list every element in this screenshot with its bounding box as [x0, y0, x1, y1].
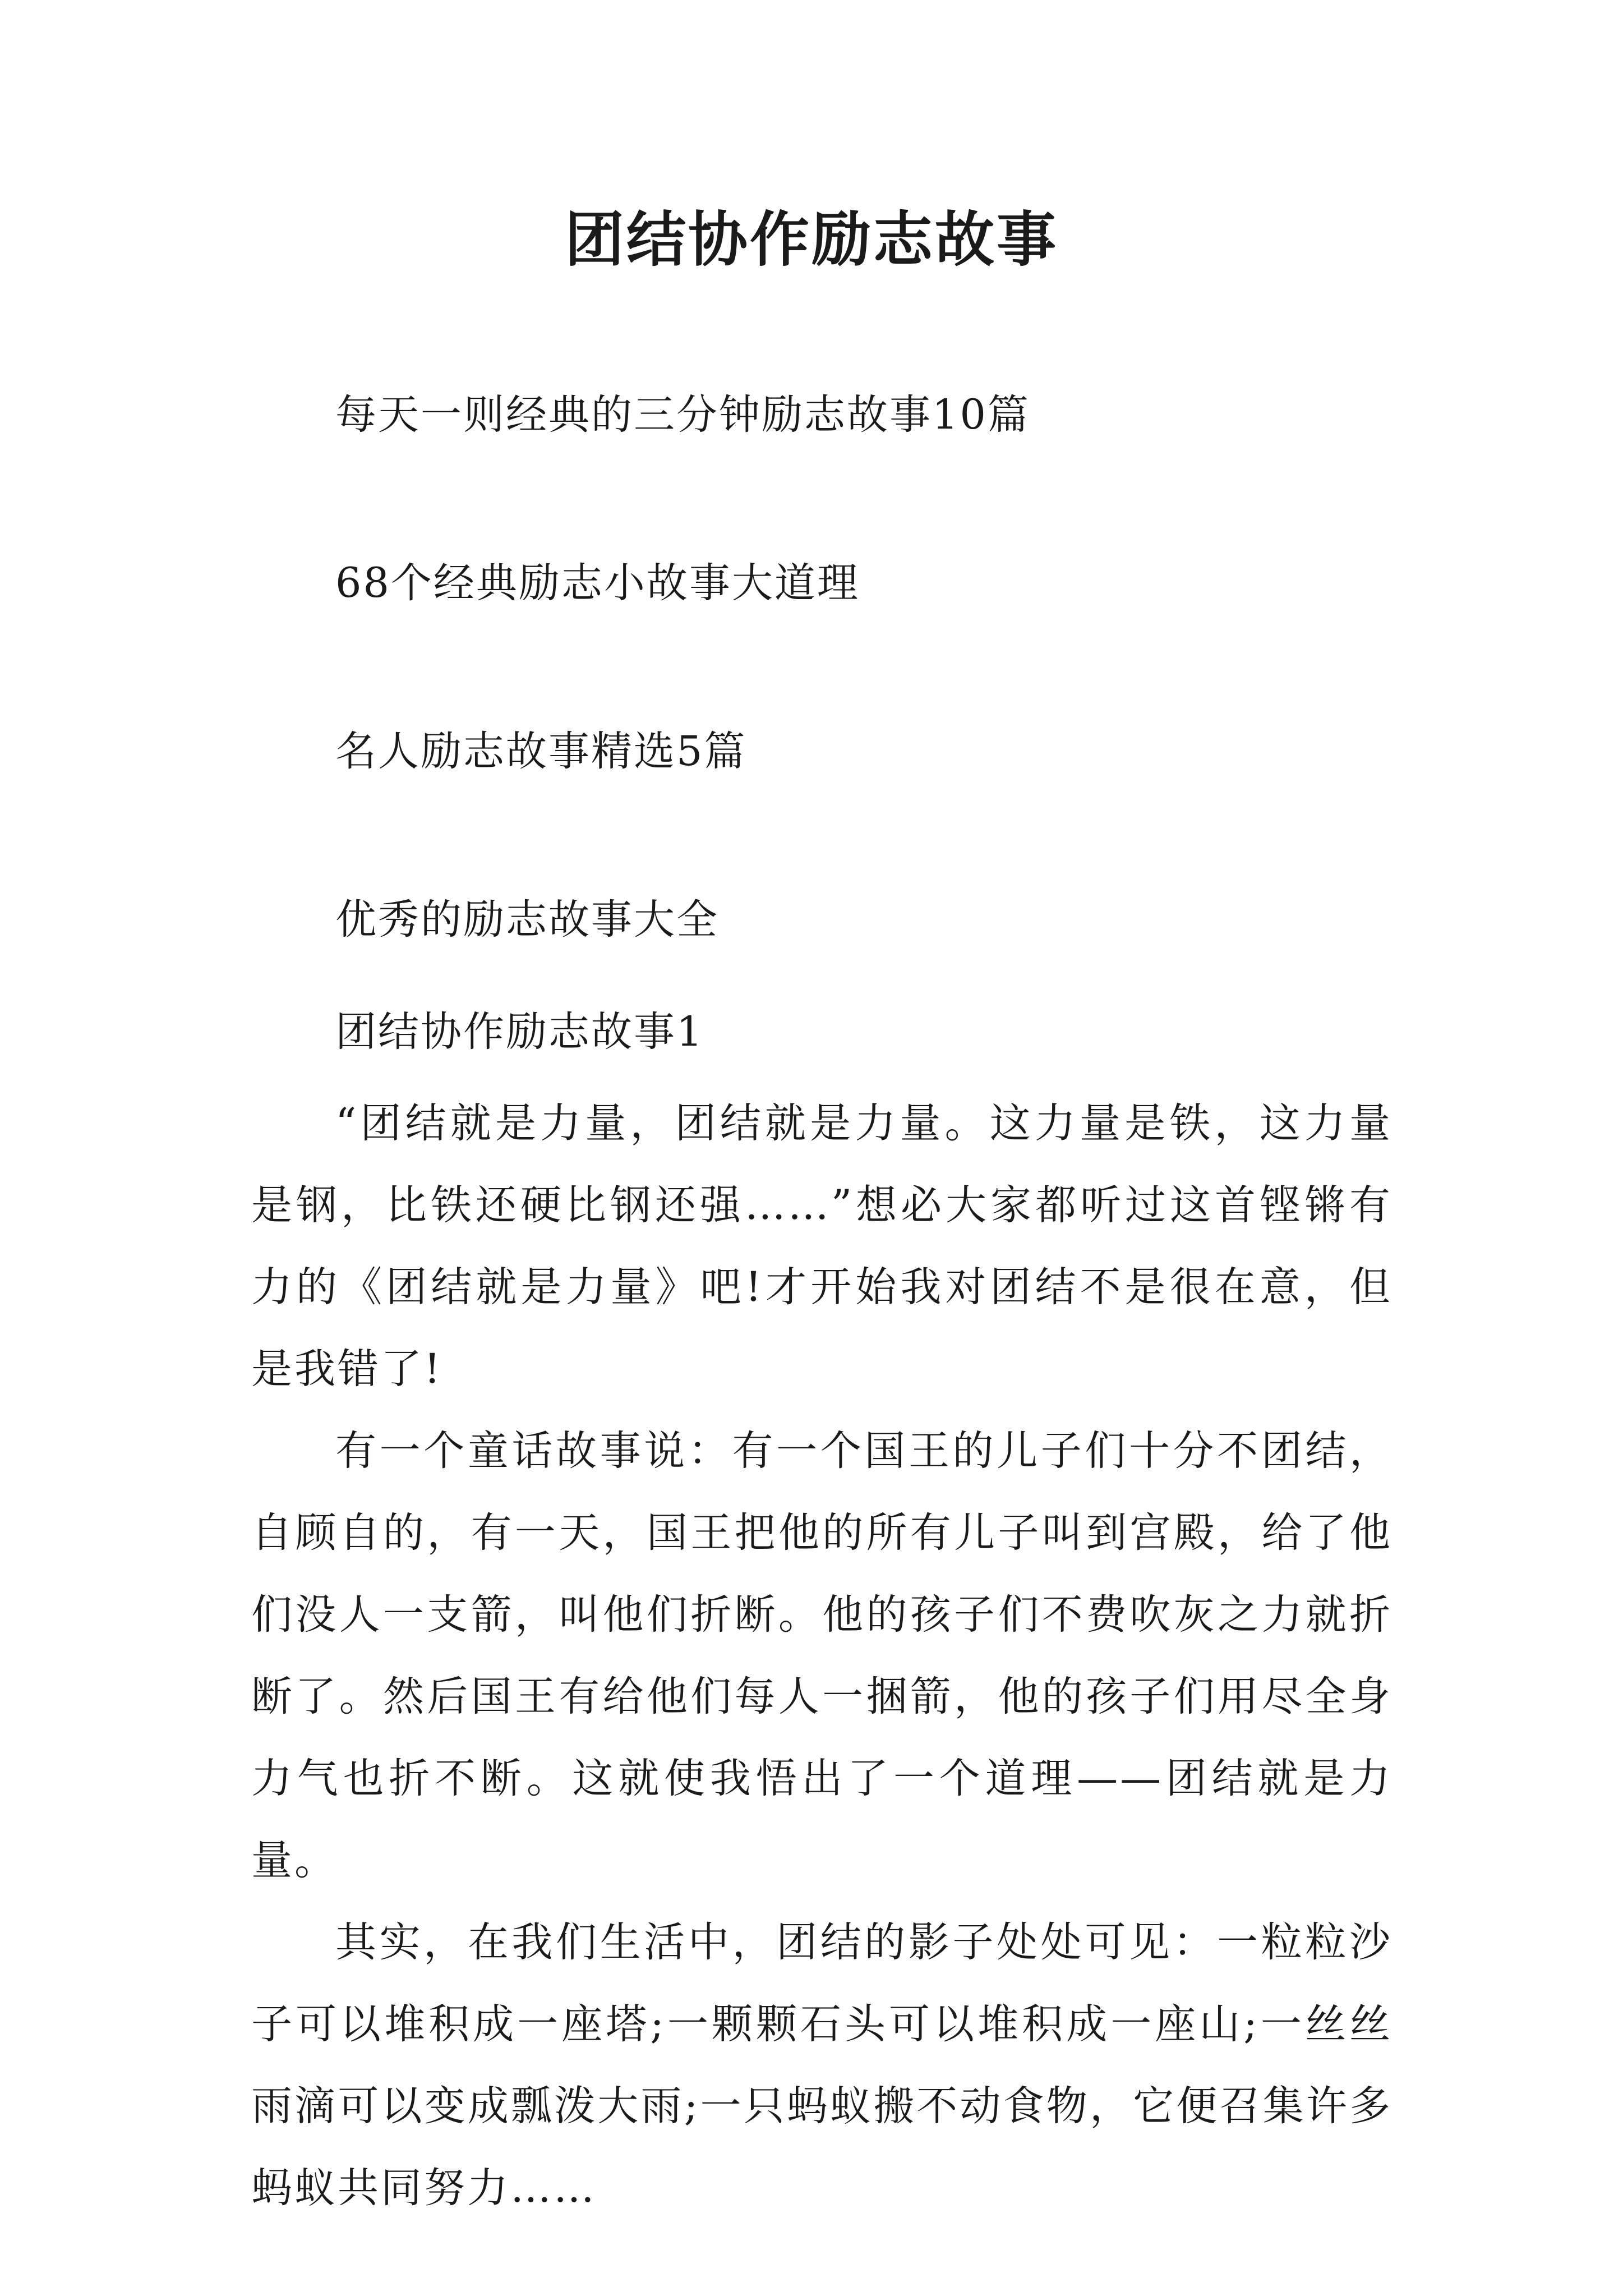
- paragraph-3: 其实，在我们生活中，团结的影子处处可见：一粒粒沙子可以堆积成一座塔;一颗颗石头可以堆积成一座山;一丝丝雨滴可以变成瓢泼大雨;一只蚂蚁搬不动食物，它便召集许多蚂蚁共同努力……: [251, 1918, 1393, 2212]
- paragraph-2: 有一个童话故事说：有一个国王的儿子们十分不团结，自顾自的，有一天，国王把他的所有儿子叫到宫殿，给了他们没人一支箭，叫他们折断。他的孩子们不费吹灰之力就折断了。然后国王有给他们每人一捆箭，他的孩子们用尽全身力气也折不断。这就使我悟出了一个道理——团结就是力量。: [251, 1427, 1393, 1884]
- related-link-3[interactable]: 名人励志故事精选5篇: [335, 728, 747, 775]
- related-link-1[interactable]: 每天一则经典的三分钟励志故事10篇: [335, 391, 1030, 439]
- section-heading: 团结协作励志故事1: [335, 1008, 704, 1056]
- related-link-2[interactable]: 68个经典励志小故事大道理: [335, 559, 860, 607]
- page-title: 团结协作励志故事: [565, 204, 1058, 274]
- related-link-4[interactable]: 优秀的励志故事大全: [335, 896, 719, 944]
- paragraph-1: “团结就是力量，团结就是力量。这力量是铁，这力量是钢，比铁还硬比钢还强……”想必大家都听过这首铿锵有力的《团结就是力量》吧!才开始我对团结不是很在意，但是我错了!: [251, 1099, 1393, 1393]
- related-links-list: [335, 387, 1401, 1060]
- article-body: [251, 1004, 1393, 2229]
